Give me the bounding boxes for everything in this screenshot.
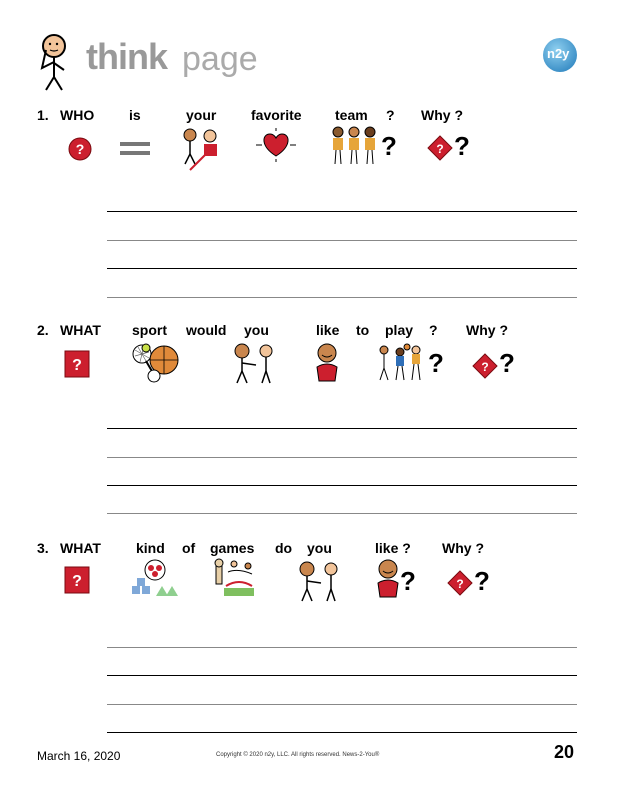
q3-word-do: do — [275, 540, 293, 556]
svg-text:?: ? — [456, 577, 464, 591]
like-icon — [313, 343, 343, 385]
team-question-mark: ? — [381, 131, 397, 161]
q3-word-what: WHAT — [60, 540, 101, 556]
q1-word-favorite: favorite — [251, 107, 302, 123]
q2-word-like: like — [316, 322, 340, 338]
q2-word-qmark: ? — [429, 322, 438, 338]
q3-word-you: you — [307, 540, 332, 556]
thinking-person-icon — [30, 32, 70, 92]
answer-line[interactable] — [107, 647, 577, 648]
answer-line[interactable] — [107, 428, 577, 429]
q1-word-your: your — [186, 107, 217, 123]
q1-word-who: WHO — [60, 107, 95, 123]
q3-word-kind: kind — [136, 540, 165, 556]
q1-number: 1. — [37, 107, 49, 123]
q1-word-team: team — [335, 107, 368, 123]
page-title-think: think — [86, 36, 167, 77]
page-title-page: page — [182, 40, 258, 78]
why-diamond-icon — [427, 135, 453, 161]
answer-line[interactable] — [107, 675, 577, 676]
answer-line[interactable] — [107, 457, 577, 458]
answer-line[interactable] — [107, 513, 577, 514]
answer-line[interactable] — [107, 297, 577, 298]
q3-word-like: like ? — [375, 540, 411, 556]
team-icon — [330, 126, 382, 166]
q3-word-of: of — [182, 540, 196, 556]
games-icon — [212, 558, 256, 600]
q2-word-play: play — [385, 322, 414, 338]
why-diamond-icon — [472, 353, 498, 379]
answer-line[interactable] — [107, 704, 577, 705]
answer-line[interactable] — [107, 485, 577, 486]
answer-line[interactable] — [107, 211, 577, 212]
question-square-icon — [65, 351, 89, 377]
why-diamond-icon — [447, 570, 473, 596]
why-question-mark: ? — [454, 131, 470, 161]
q3-word-why: Why ? — [442, 540, 484, 556]
svg-text:?: ? — [481, 360, 489, 374]
q2-word-what: WHAT — [60, 322, 101, 338]
svg-text:?: ? — [75, 141, 85, 157]
q3-number: 3. — [37, 540, 49, 556]
answer-line[interactable] — [107, 240, 577, 241]
q1-word-qmark: ? — [386, 107, 395, 123]
like-question-mark: ? — [400, 566, 416, 596]
svg-text:?: ? — [72, 357, 82, 374]
footer-copyright: Copyright © 2020 n2y, LLC. All rights reserved. News-2-You® — [216, 752, 380, 758]
page-number: 20 — [554, 742, 575, 762]
q2-word-you: you — [244, 322, 269, 338]
answer-line[interactable] — [107, 732, 577, 733]
q2-number: 2. — [37, 322, 49, 338]
kind-shapes-icon — [130, 558, 180, 600]
favorite-heart-icon — [256, 128, 296, 162]
equals-icon — [120, 141, 150, 157]
svg-text:?: ? — [72, 573, 82, 590]
q2-word-would: would — [186, 322, 227, 338]
you-icon — [297, 561, 341, 603]
n2y-logo-text: n2y — [547, 46, 570, 61]
q1-word-why: Why ? — [421, 107, 463, 123]
n2y-logo — [543, 38, 577, 72]
basketball-players-icon — [376, 344, 426, 384]
why-question-mark: ? — [499, 348, 515, 378]
svg-text:?: ? — [436, 142, 444, 156]
you-icon — [232, 343, 276, 385]
footer-date: March 16, 2020 — [37, 749, 121, 763]
play-question-mark: ? — [428, 348, 444, 378]
question-square-icon — [65, 567, 89, 593]
why-question-mark: ? — [474, 566, 490, 596]
sports-equipment-icon — [130, 342, 180, 384]
q1-word-is: is — [129, 107, 141, 123]
question-circle-icon — [68, 137, 92, 161]
q3-word-games: games — [210, 540, 255, 556]
answer-line[interactable] — [107, 268, 577, 269]
q2-word-sport: sport — [132, 322, 167, 338]
your-icon — [180, 126, 224, 170]
q2-word-to: to — [356, 322, 370, 338]
q2-word-why: Why ? — [466, 322, 508, 338]
